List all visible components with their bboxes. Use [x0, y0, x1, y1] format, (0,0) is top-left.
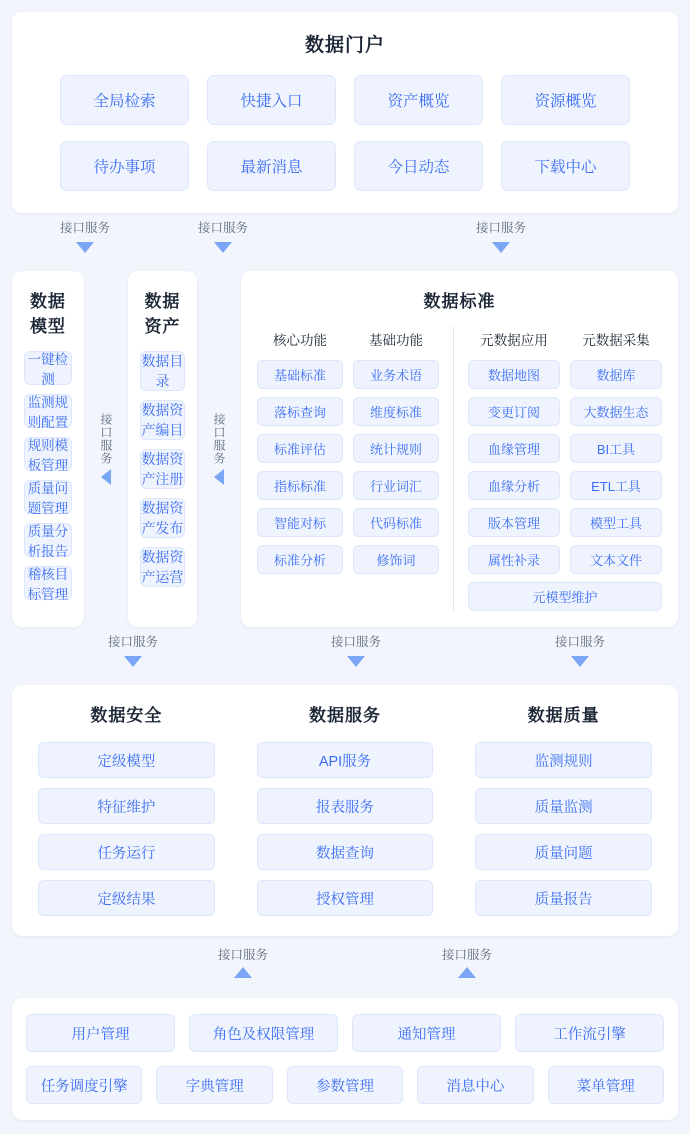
connector-interface-service: 接口服务 — [200, 948, 286, 978]
data-quality-item[interactable]: 质量报告 — [475, 880, 652, 916]
data-asset-item[interactable]: 数据资产发布 — [141, 500, 184, 536]
data-security-item[interactable]: 任务运行 — [38, 834, 215, 870]
arrow-down-icon — [347, 656, 365, 667]
data-service-item[interactable]: 数据查询 — [257, 834, 434, 870]
platform-section — [12, 998, 678, 1120]
arrow-down-icon — [492, 242, 510, 253]
data-quality-item[interactable]: 质量问题 — [475, 834, 652, 870]
data-model-item[interactable]: 一键检测 — [24, 351, 72, 385]
data-model-items — [24, 351, 72, 600]
data-model-item[interactable]: 监测规则配置 — [24, 394, 72, 428]
arrow-down-icon — [214, 242, 232, 253]
standard-item[interactable]: 统计规则 — [353, 434, 439, 463]
platform-item[interactable]: 通知管理 — [352, 1014, 501, 1052]
connector-row-middle — [12, 627, 678, 685]
portal-item[interactable]: 全局检索 — [60, 75, 189, 125]
lower-band — [12, 685, 678, 936]
standard-item[interactable]: 指标标准 — [257, 471, 343, 500]
connector-row-top — [12, 213, 678, 271]
divider — [453, 326, 454, 611]
standard-group-core — [257, 326, 343, 611]
data-security-card — [26, 701, 227, 916]
standard-item[interactable]: 标准评估 — [257, 434, 343, 463]
connector-interface-service: 接口服务 — [90, 635, 176, 667]
platform-item[interactable]: 用户管理 — [26, 1014, 175, 1052]
data-quality-title: 数据质量 — [527, 706, 600, 725]
connector-interface-service: 接口服务 — [42, 221, 128, 253]
standard-item[interactable]: 版本管理 — [468, 508, 560, 537]
standard-group-head: 元数据采集 — [582, 333, 650, 348]
standard-item[interactable]: ETL工具 — [570, 471, 662, 500]
arrow-up-icon — [458, 967, 476, 978]
platform-item[interactable]: 字典管理 — [156, 1066, 272, 1104]
standard-item[interactable]: BI工具 — [570, 434, 662, 463]
data-asset-items — [140, 351, 185, 587]
platform-row-2 — [26, 1066, 664, 1104]
standard-item[interactable]: 落标查询 — [257, 397, 343, 426]
platform-item[interactable]: 菜单管理 — [548, 1066, 664, 1104]
connector-interface-service: 接口服务 — [313, 635, 399, 667]
data-security-items — [26, 742, 227, 916]
standard-group-meta-collect — [570, 326, 662, 574]
data-standard-body — [253, 326, 666, 611]
data-security-title: 数据安全 — [90, 706, 163, 725]
connector-interface-service: 接口服务 — [537, 635, 623, 667]
portal-item[interactable]: 快捷入口 — [207, 75, 336, 125]
connector-interface-service: 接口服务 — [424, 948, 510, 978]
data-asset-card — [128, 271, 197, 627]
data-service-title: 数据服务 — [309, 706, 381, 725]
standard-item[interactable]: 基础标准 — [257, 360, 343, 389]
portal-item[interactable]: 资产概览 — [354, 75, 483, 125]
data-model-title: 数据模型 — [29, 292, 66, 336]
platform-row-1 — [26, 1014, 664, 1052]
portal-item[interactable]: 资源概览 — [501, 75, 630, 125]
standard-item[interactable]: 大数据生态 — [570, 397, 662, 426]
connector-asset-standard — [206, 271, 232, 627]
arrow-left-icon — [101, 469, 111, 485]
standard-item[interactable]: 智能对标 — [257, 508, 343, 537]
connector-row-bottom — [12, 936, 678, 998]
data-model-card — [12, 271, 84, 627]
data-service-card — [245, 701, 446, 916]
portal-section — [12, 12, 678, 213]
portal-item[interactable]: 下载中心 — [501, 141, 630, 191]
standard-item[interactable]: 模型工具 — [570, 508, 662, 537]
data-model-item[interactable]: 质量问题管理 — [24, 480, 72, 514]
data-service-item[interactable]: API服务 — [257, 742, 434, 778]
platform-item[interactable]: 工作流引擎 — [515, 1014, 664, 1052]
standard-item[interactable]: 维度标准 — [353, 397, 439, 426]
arrow-down-icon — [571, 656, 589, 667]
standard-item[interactable]: 血缘管理 — [468, 434, 560, 463]
portal-item[interactable]: 待办事项 — [60, 141, 189, 191]
data-quality-item[interactable]: 质量监测 — [475, 788, 652, 824]
standard-item[interactable]: 属性补录 — [468, 545, 560, 574]
standard-core-groups — [257, 326, 439, 611]
data-service-item[interactable]: 授权管理 — [257, 880, 434, 916]
platform-item[interactable]: 消息中心 — [417, 1066, 533, 1104]
platform-item[interactable]: 角色及权限管理 — [189, 1014, 338, 1052]
arrow-down-icon — [76, 242, 94, 253]
standard-group-head: 基础功能 — [369, 333, 423, 348]
standard-item[interactable]: 文本文件 — [570, 545, 662, 574]
standard-group-meta-app — [468, 326, 560, 574]
arrow-left-icon — [214, 469, 224, 485]
standard-item[interactable]: 血缘分析 — [468, 471, 560, 500]
standard-meta-groups — [468, 326, 662, 611]
data-quality-items — [463, 742, 664, 916]
portal-title: 数据门户 — [304, 35, 385, 56]
data-quality-card — [463, 701, 664, 916]
standard-item[interactable]: 数据地图 — [468, 360, 560, 389]
data-asset-item[interactable]: 数据资产编目 — [141, 402, 184, 438]
data-model-item[interactable]: 稽核目标管理 — [24, 566, 72, 600]
standard-item[interactable]: 修饰词 — [353, 545, 439, 574]
data-model-item[interactable]: 规则模板管理 — [24, 437, 72, 471]
data-asset-item[interactable]: 数据资产运营 — [141, 549, 184, 585]
arrow-up-icon — [234, 967, 252, 978]
middle-band — [12, 271, 678, 627]
data-quality-item[interactable]: 监测规则 — [475, 742, 652, 778]
data-asset-item[interactable]: 数据资产注册 — [141, 451, 184, 487]
standard-group-basic — [353, 326, 439, 611]
data-security-item[interactable]: 特征维护 — [38, 788, 215, 824]
standard-item[interactable]: 数据库 — [570, 360, 662, 389]
standard-item[interactable]: 变更订阅 — [468, 397, 560, 426]
standard-group-head: 核心功能 — [273, 333, 327, 348]
standard-item[interactable]: 业务术语 — [353, 360, 439, 389]
standard-group-head: 元数据应用 — [480, 333, 548, 348]
connector-label: 接口服务 — [212, 413, 226, 465]
connector-interface-service: 接口服务 — [180, 221, 266, 253]
data-standard-title: 数据标准 — [423, 292, 496, 311]
data-service-items — [245, 742, 446, 916]
standard-item[interactable]: 行业词汇 — [353, 471, 439, 500]
connector-model-asset — [93, 271, 119, 627]
portal-item[interactable]: 今日动态 — [354, 141, 483, 191]
portal-grid — [28, 75, 662, 191]
data-standard-card — [241, 271, 678, 627]
data-asset-item[interactable]: 数据目录 — [141, 353, 184, 389]
standard-item[interactable]: 代码标准 — [353, 508, 439, 537]
standard-item[interactable]: 标准分析 — [257, 545, 343, 574]
platform-item[interactable]: 参数管理 — [287, 1066, 403, 1104]
portal-item[interactable]: 最新消息 — [207, 141, 336, 191]
data-security-item[interactable]: 定级结果 — [38, 880, 215, 916]
arrow-down-icon — [124, 656, 142, 667]
data-model-item[interactable]: 质量分析报告 — [24, 523, 72, 557]
platform-item[interactable]: 任务调度引擎 — [26, 1066, 142, 1104]
connector-label: 接口服务 — [98, 413, 113, 465]
connector-interface-service: 接口服务 — [458, 221, 544, 253]
standard-meta-model-maintenance[interactable]: 元模型维护 — [468, 582, 662, 611]
data-security-item[interactable]: 定级模型 — [38, 742, 215, 778]
data-asset-title: 数据资产 — [144, 292, 181, 336]
data-service-item[interactable]: 报表服务 — [257, 788, 434, 824]
